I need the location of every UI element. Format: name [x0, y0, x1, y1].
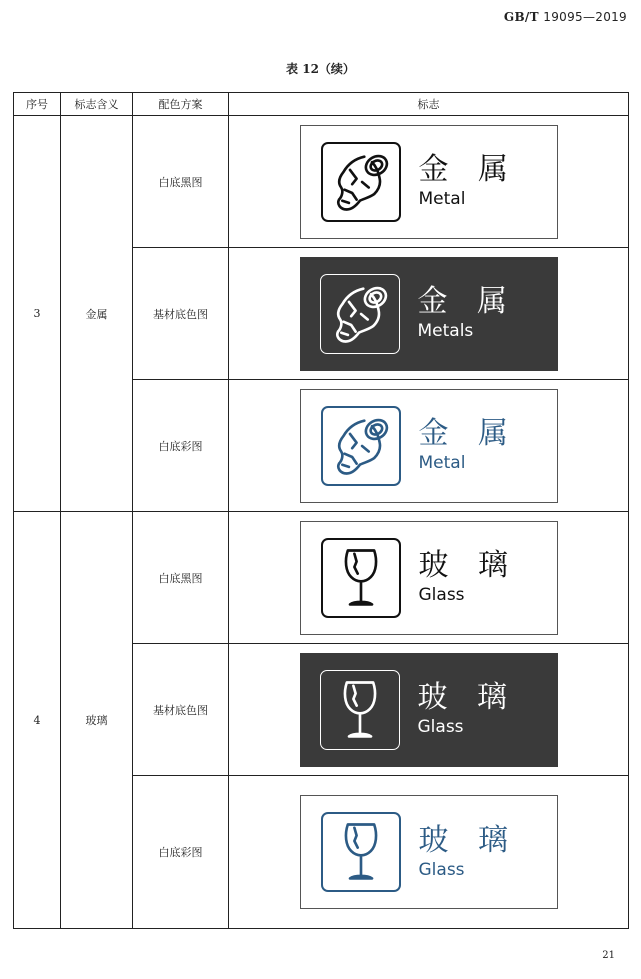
- table-row: [14, 116, 629, 248]
- sign-english-label: Metals: [417, 321, 474, 341]
- row-index-cell: 3: [14, 116, 61, 512]
- metal-sign-base-color: [300, 257, 558, 371]
- scheme-cell: 白底黑图: [133, 116, 229, 248]
- standard-number: 19095—2019: [543, 10, 627, 24]
- sign-chinese-label: 金 属: [418, 416, 519, 451]
- row-meaning-cell: 玻璃: [61, 512, 133, 929]
- scheme-cell: 基材底色图: [133, 248, 229, 380]
- sign-english-label: Metal: [418, 189, 466, 209]
- can-icon: [328, 149, 394, 215]
- glass-sign-base-color: [300, 653, 558, 767]
- table-row: [14, 512, 629, 644]
- column-header-scheme: 配色方案: [133, 93, 229, 116]
- row-meaning-cell: 金属: [61, 116, 133, 512]
- wine-glass-icon: [328, 545, 394, 611]
- sign-cell: [229, 776, 629, 929]
- sign-english-label: Glass: [418, 585, 465, 605]
- scheme-cell: 白底黑图: [133, 512, 229, 644]
- scheme-cell: 基材底色图: [133, 644, 229, 776]
- sign-cell: [229, 116, 629, 248]
- sign-chinese-label: 玻 璃: [417, 680, 518, 715]
- sign-english-label: Glass: [417, 717, 464, 737]
- column-header-index: 序号: [14, 93, 61, 116]
- glass-sign-white-black: [300, 521, 558, 635]
- sign-table: [13, 92, 629, 929]
- table-header-row: [14, 93, 629, 116]
- sign-cell: [229, 380, 629, 512]
- column-header-sign: 标志: [229, 93, 629, 116]
- can-icon: [327, 281, 393, 347]
- icon-frame: [321, 812, 401, 892]
- table-title: 表 12（续）: [286, 62, 355, 76]
- icon-frame: [321, 142, 401, 222]
- icon-frame: [320, 274, 400, 354]
- row-index-cell: 4: [14, 512, 61, 929]
- column-header-meaning: 标志含义: [61, 93, 133, 116]
- icon-frame: [321, 538, 401, 618]
- sign-chinese-label: 玻 璃: [418, 822, 519, 858]
- sign-cell: [229, 248, 629, 380]
- sign-chinese-label: 玻 璃: [418, 548, 519, 583]
- scheme-cell: 白底彩图: [133, 776, 229, 929]
- sign-cell: [229, 644, 629, 776]
- standard-prefix: GB/T: [503, 10, 539, 24]
- sign-english-label: Glass: [418, 859, 465, 880]
- sign-cell: [229, 512, 629, 644]
- icon-frame: [320, 670, 400, 750]
- metal-sign-white-black: [300, 125, 558, 239]
- icon-frame: [321, 406, 401, 486]
- scheme-cell: 白底彩图: [133, 380, 229, 512]
- sign-english-label: Metal: [418, 453, 466, 473]
- page-number: 21: [602, 950, 615, 961]
- metal-sign-white-color: [300, 389, 558, 503]
- can-icon: [328, 413, 394, 479]
- wine-glass-icon: [327, 677, 393, 743]
- standard-code: [504, 10, 627, 24]
- sign-chinese-label: 金 属: [417, 284, 518, 319]
- sign-chinese-label: 金 属: [418, 152, 519, 187]
- glass-sign-white-color: [300, 795, 558, 909]
- wine-glass-icon: [328, 819, 394, 885]
